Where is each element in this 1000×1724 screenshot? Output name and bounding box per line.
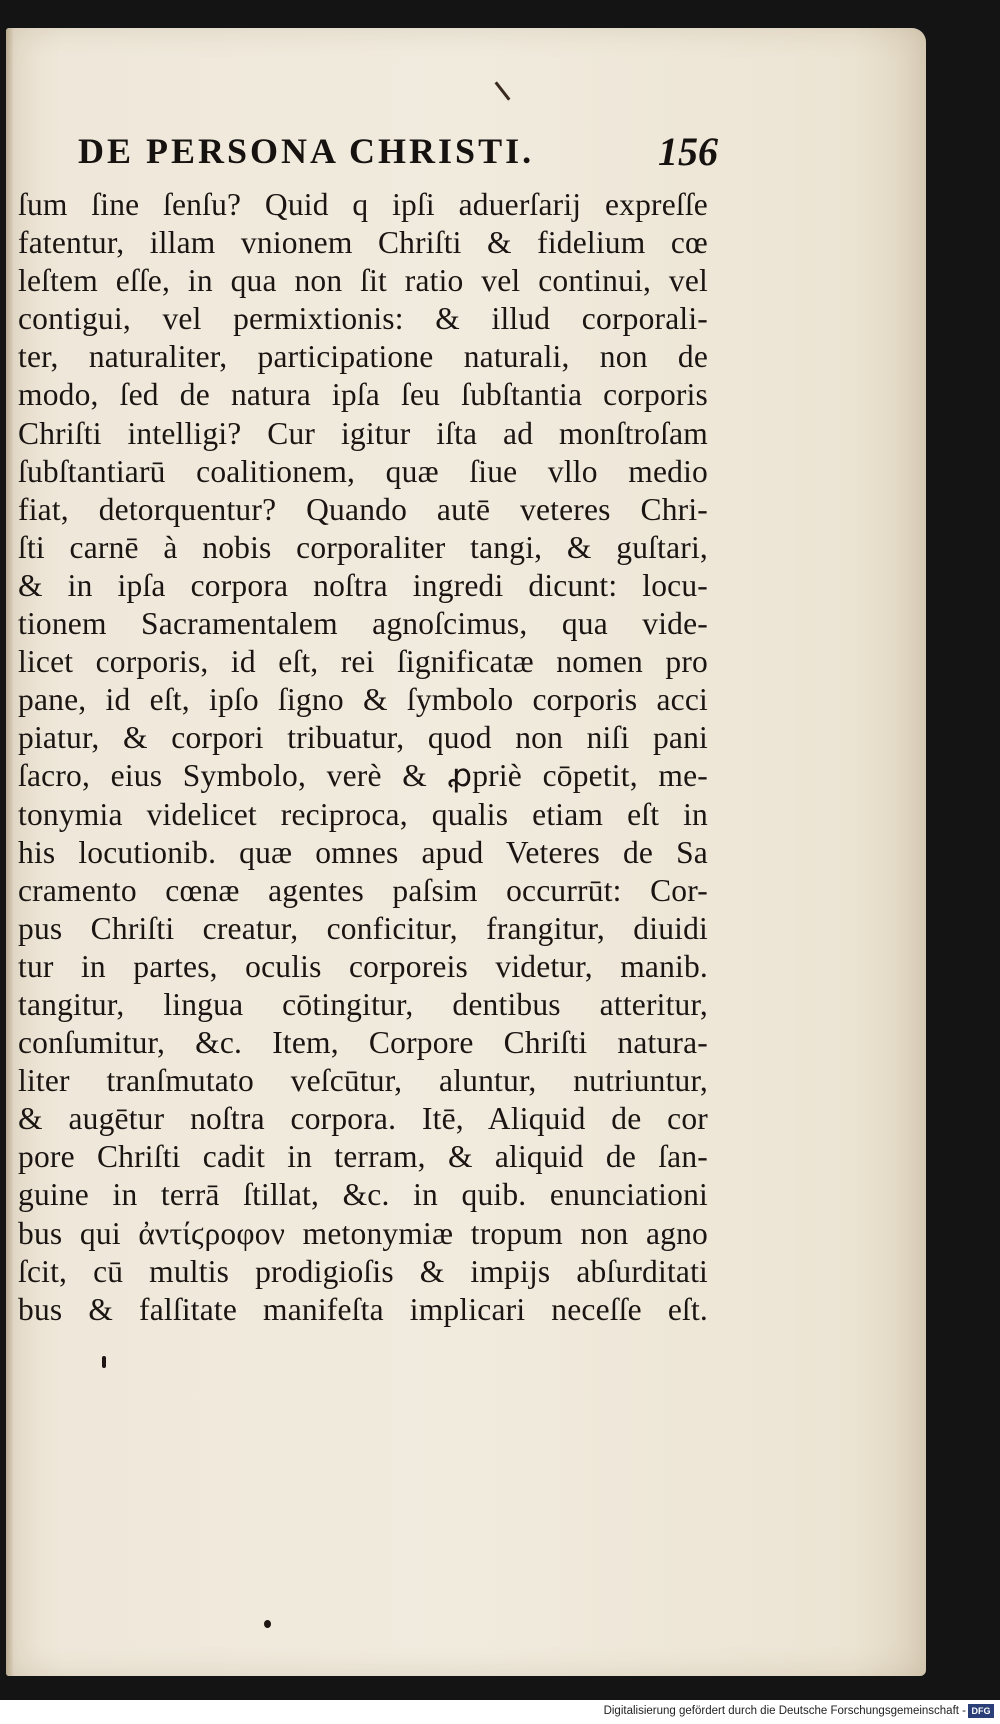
text-line: ſacro, eius Symbolo, verè & ꝓpriè cōpetit, me- [18, 758, 708, 794]
ink-speck [102, 1356, 106, 1368]
text-line: ter, naturaliter, participatione naturali, non de [18, 339, 708, 375]
text-line: tur in partes, oculis corporeis videtur, manib. [18, 948, 708, 984]
text-line: ſcit, cū multis prodigioſis & impijs abſurditati [18, 1253, 708, 1289]
text-line: conſumitur, &c. Item, Corpore Chriſti natura- [18, 1025, 708, 1061]
text-line: modo, ſed de natura ipſa ſeu ſubſtantia corporis [18, 377, 708, 413]
text-line: Chriſti intelligi? Cur igitur iſta ad monſtroſam [18, 415, 708, 451]
text-line: guine in terrā ſtillat, &c. in quib. enunciationi [18, 1177, 708, 1213]
text-line: piatur, & corpori tribuatur, quod non niſi pani [18, 720, 708, 756]
text-line: leſtem eſſe, in qua non ſit ratio vel continui, vel [18, 263, 708, 299]
running-title: DE PERSONA CHRISTI. [78, 131, 535, 171]
text-line: his locutionib. quæ omnes apud Veteres de Sa [18, 834, 708, 870]
body-text [18, 186, 708, 1329]
dfg-logo: DFG [968, 1704, 994, 1718]
text-line: cramento cœnæ agentes paſsim occurrūt: Cor- [18, 872, 708, 908]
text-line: & in ipſa corpora noſtra ingredi dicunt: locu- [18, 567, 708, 603]
text-line: fiat, detorquentur? Quando autē veteres Chri- [18, 491, 708, 527]
text-line: fatentur, illam vnionem Chriſti & fidelium cœ [18, 225, 708, 261]
text-line: pane, id eſt, ipſo ſigno & ſymbolo corporis acci [18, 682, 708, 718]
text-line: & augētur noſtra corpora. Itē, Aliquid de cor [18, 1101, 708, 1137]
text-line: liter tranſmutato veſcūtur, aluntur, nutriuntur, [18, 1063, 708, 1099]
credit-bar [0, 1700, 1000, 1724]
text-line: tonymia videlicet reciproca, qualis etiam eſt in [18, 796, 708, 832]
text-line: bus & falſitate manifeſta implicari neceſſe eſt. [18, 1291, 708, 1327]
text-line: contigui, vel permixtionis: & illud corporali- [18, 301, 708, 337]
text-line: ſti carnē à nobis corporaliter tangi, & guſtari, [18, 529, 708, 565]
text-line: licet corporis, id eſt, rei ſignificatæ nomen pro [18, 644, 708, 680]
text-line: bus qui ἀντίϛροφον metonymiæ tropum non agno [18, 1215, 708, 1251]
page-shadow-edge [6, 28, 14, 1676]
text-line: ſum ſine ſenſu? Quid q ipſi aduerſarij expreſſe [18, 187, 708, 222]
running-head [78, 128, 718, 178]
text-line: ſubſtantiarū coalitionem, quæ ſiue vllo medio [18, 453, 708, 489]
book-page [6, 28, 926, 1676]
text-line: tangitur, lingua cōtingitur, dentibus atteritur, [18, 986, 708, 1022]
text-line: pus Chriſti creatur, conficitur, frangitur, diuidi [18, 910, 708, 946]
funding-credit: Digitalisierung gefördert durch die Deutsche Forschungsgemeinschaft - [603, 1705, 966, 1717]
text-line: tionem Sacramentalem agnoſcimus, qua vide- [18, 606, 708, 642]
text-line: pore Chriſti cadit in terram, & aliquid de ſan- [18, 1139, 708, 1175]
ink-mark [495, 81, 511, 100]
page-number: 156 [658, 129, 718, 174]
ink-speck [264, 1620, 271, 1628]
